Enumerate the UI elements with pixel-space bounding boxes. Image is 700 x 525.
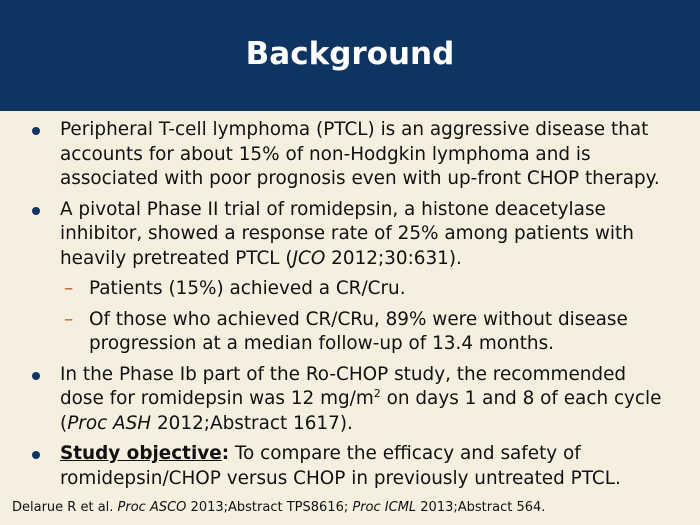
- bullet-text: In the Phase Ib part of the Ro-CHOP study, the recommended dose for romidepsin was 12 mg/m: [60, 363, 627, 409]
- bullet-text: 2012;Abstract 1617).: [151, 412, 353, 434]
- bullet-dot-icon: [32, 207, 40, 215]
- bullet-phase2-trial: [0, 198, 700, 272]
- study-objective-label: Study objective: [60, 443, 222, 464]
- sub-bullet-cr-rate: [0, 277, 700, 302]
- bullet-ro-chop-dose: [0, 363, 700, 437]
- dash-marker-icon: –: [64, 308, 74, 330]
- label-colon: :: [221, 443, 230, 464]
- sub-bullet-text: Of those who achieved CR/CRu, 89% were without disease progression at a median follow-up of 13.4 months.: [89, 308, 628, 354]
- superscript: 2: [373, 386, 381, 400]
- citation-text: Delarue R et al.: [12, 500, 118, 515]
- citation-text: 2013;Abstract TPS8616;: [186, 500, 353, 515]
- dash-marker-icon: –: [64, 278, 74, 299]
- bullet-study-objective: [0, 442, 700, 491]
- bullet-dot-icon: [32, 451, 40, 459]
- bullet-text: 2012;30:631).: [325, 247, 462, 269]
- journal-name: Proc ASCO: [117, 500, 187, 515]
- journal-name: JCO: [292, 247, 326, 269]
- sub-bullet-text: Patients (15%) achieved a CR/Cru.: [89, 278, 406, 299]
- slide-title: Background: [245, 35, 455, 72]
- slide-content: [0, 118, 700, 497]
- citation-text: 2013;Abstract 564.: [416, 500, 546, 515]
- sub-bullet-progression: [0, 308, 700, 357]
- bullet-dot-icon: [32, 372, 40, 380]
- title-bar: [0, 0, 700, 111]
- bullet-text: A pivotal Phase II trial of romidepsin, a histone deacetylase inhibitor, showed a response rate of 25% among patients with heavily pretreated PTCL (: [60, 198, 634, 269]
- bullet-dot-icon: [32, 127, 40, 135]
- bullet-ptcl-overview: [0, 118, 700, 192]
- journal-name: Proc ICML: [352, 500, 417, 515]
- bullet-text: Peripheral T-cell lymphoma (PTCL) is an aggressive disease that accounts for about 15% of non-Hodgkin lymphoma and is associated with poor prognosis even with up-front CHOP therapy.: [60, 119, 660, 189]
- bullet-text: on days 1 and 8 of each cycle (: [60, 388, 662, 434]
- bullet-text: To compare the efficacy and safety of romidepsin/CHOP versus CHOP in previously untreated PTCL.: [60, 443, 621, 489]
- journal-name: Proc ASH: [67, 412, 152, 434]
- citation: [12, 500, 545, 516]
